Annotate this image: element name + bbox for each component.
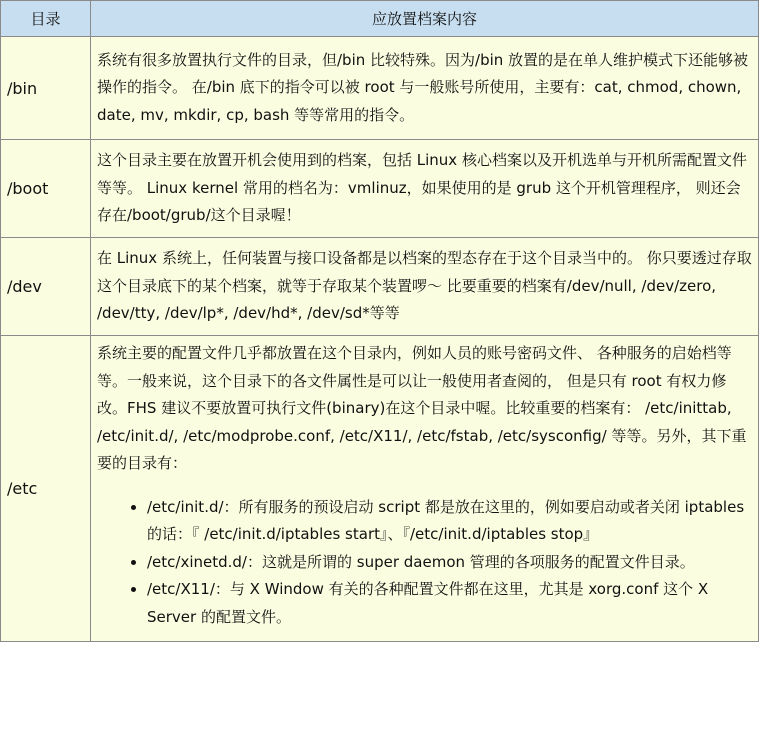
header-content: 应放置档案内容	[91, 1, 759, 37]
directory-name: /etc	[1, 336, 91, 642]
list-item: • /etc/init.d/：所有服务的预设启动 script 都是放在这里的，例如要启动或者关闭 iptables 的话：『 /etc/init.d/iptables start』、『/etc/init.d/iptables stop』	[147, 494, 752, 549]
directory-name: /bin	[1, 37, 91, 140]
table-row	[1, 140, 759, 238]
directory-name: /dev	[1, 238, 91, 336]
directory-description: 在 Linux 系统上，任何装置与接口设备都是以档案的型态存在于这个目录当中的。 你只要透过存取这个目录底下的某个档案，就等于存取某个装置啰～ 比要重要的档案有/dev/null, /dev/zero, /dev/tty, /dev/lp*, /dev/hd*, /dev/sd*等等	[91, 238, 759, 336]
table-row	[1, 37, 759, 140]
table-row	[1, 336, 759, 642]
table-row	[1, 238, 759, 336]
table-header-row	[1, 1, 759, 37]
directory-name: /boot	[1, 140, 91, 238]
header-directory: 目录	[1, 1, 91, 37]
subdirectory-list	[97, 494, 752, 632]
directory-description	[91, 336, 759, 642]
list-item: • /etc/X11/：与 X Window 有关的各种配置文件都在这里，尤其是 xorg.conf 这个 X Server 的配置文件。	[147, 576, 752, 631]
directory-description: 系统有很多放置执行文件的目录，但/bin 比较特殊。因为/bin 放置的是在单人维护模式下还能够被操作的指令。 在/bin 底下的指令可以被 root 与一般账号所使用，主要有：cat, chmod, chown, date, mv, mkdir, cp, bash 等等常用的指令。	[91, 37, 759, 140]
directory-paragraph: 系统主要的配置文件几乎都放置在这个目录内，例如人员的账号密码文件、 各种服务的启始档等等。一般来说，这个目录下的各文件属性是可以让一般使用者查阅的， 但是只有 root 有权力修改。FHS 建议不要放置可执行文件(binary)在这个目录中喔。比较重要的档案有： /etc/inittab, /etc/init.d/, /etc/modprobe.conf, /etc/X11/, /etc/fstab, /etc/sysconfig/ 等等。另外，其下重要的目录有：	[97, 344, 747, 472]
directory-description: 这个目录主要在放置开机会使用到的档案，包括 Linux 核心档案以及开机选单与开机所需配置文件等等。 Linux kernel 常用的档名为：vmlinuz，如果使用的是 grub 这个开机管理程序， 则还会存在/boot/grub/这个目录喔！	[91, 140, 759, 238]
list-item: • /etc/xinetd.d/：这就是所谓的 super daemon 管理的各项服务的配置文件目录。	[147, 549, 752, 577]
